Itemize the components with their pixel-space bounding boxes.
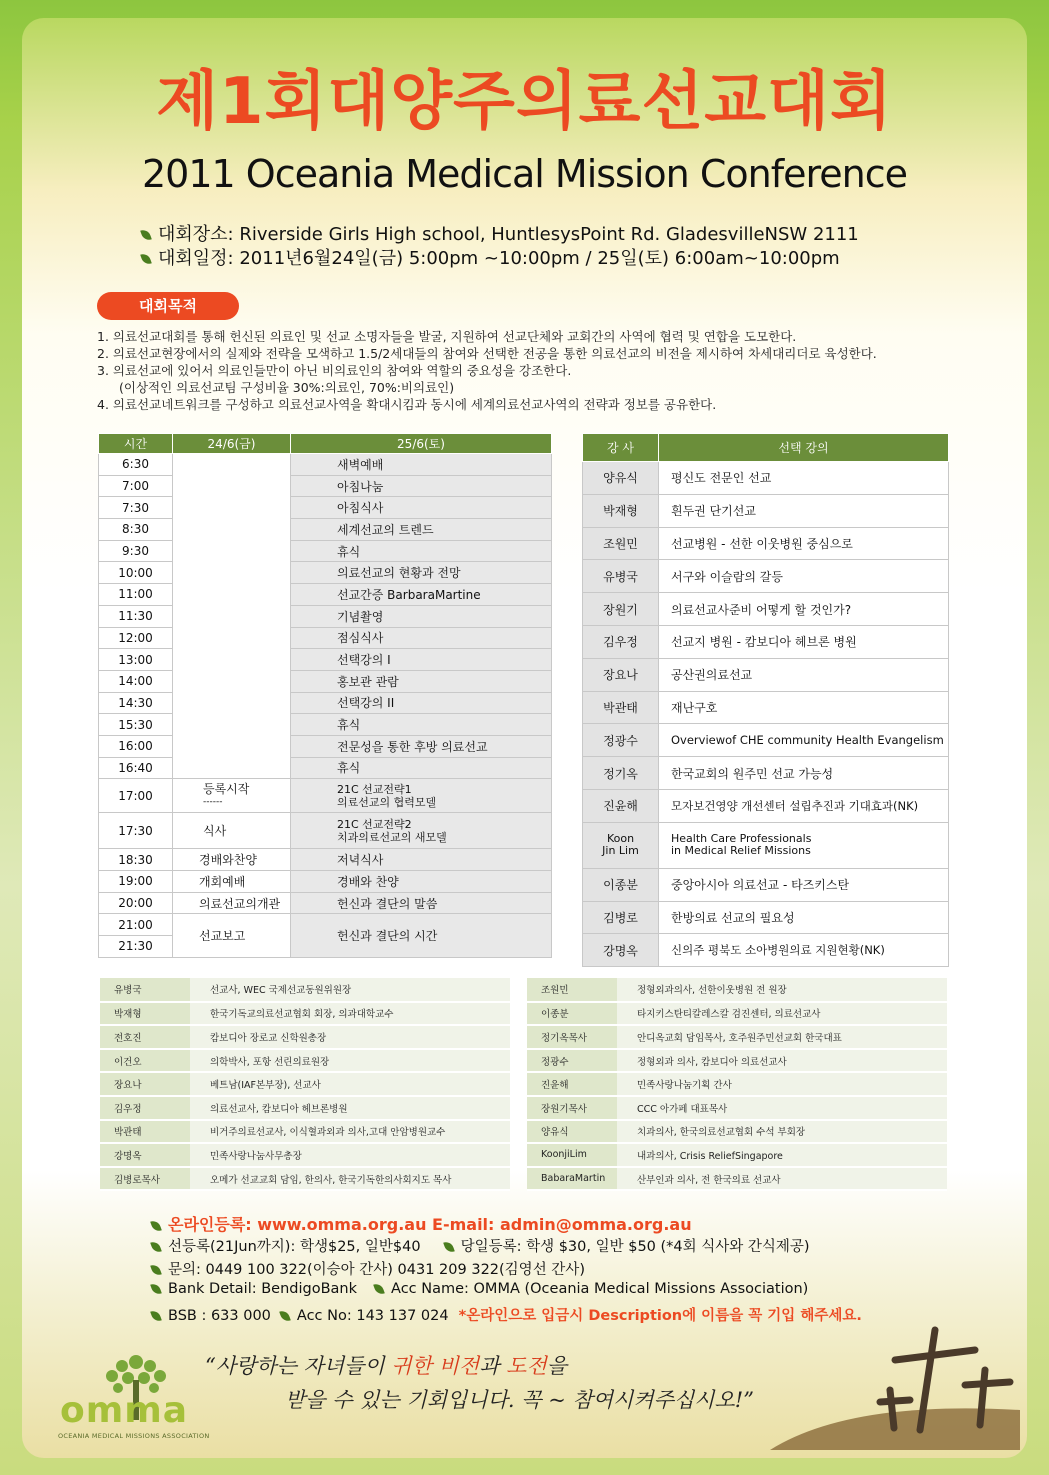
lecture-header-speaker: 강 사	[583, 434, 659, 462]
purpose-item: 1. 의료선교대회를 통해 헌신된 의료인 및 선교 소명자들을 발굴, 지원하여 선교단체와 교회간의 사역에 협력 및 연합을 도모한다.	[97, 329, 797, 344]
table-row: 16:40 휴식	[99, 757, 552, 779]
payment-note: *온라인으로 입금시 Description에 이름을 꼭 기입 해주세요.	[458, 1308, 862, 1324]
list-item: 강명옥 민족사랑나눔사무총장	[100, 1143, 510, 1167]
table-row: 17:30 식사 21C 선교전략2 치과의료선교의 새모델	[99, 813, 552, 849]
list-item: 장원기목사 CCC 아가페 대표목사	[527, 1096, 947, 1120]
purpose-list	[97, 328, 877, 413]
list-item: 박재형 한국기독교의료선교협회 회장, 의과대학교수	[100, 1002, 510, 1026]
leaf-icon	[150, 1240, 162, 1254]
table-row: 15:30 휴식	[99, 714, 552, 736]
table-row: 김우정 선교지 병원 - 캄보디아 헤브론 병원	[583, 625, 949, 658]
table-row: 10:00 의료선교의 현황과 전망	[99, 562, 552, 584]
schedule-header-fri: 24/6(금)	[173, 434, 291, 454]
list-item: 정기옥목사 안디옥교회 담임목사, 호주원주민선교회 한국대표	[527, 1025, 947, 1049]
list-item: 양유식 치과의사, 한국의료선교협회 수석 부회장	[527, 1120, 947, 1144]
table-row: 7:30 아침식사	[99, 497, 552, 519]
contact-line: 문의: 0449 100 322(이승아 간사) 0431 209 322(김영선 간사)	[152, 1258, 585, 1279]
leaf-icon	[150, 1263, 162, 1277]
list-item: 이건오 의학박사, 포항 선린의료원장	[100, 1049, 510, 1073]
table-row: 정광수 Overviewof CHE community Health Evangelism	[583, 724, 949, 757]
title-english: 2011 Oceania Medical Mission Conference	[142, 152, 907, 196]
table-row: 장원기 의료선교사준비 어떻게 할 것인가?	[583, 593, 949, 626]
table-row: 21:00 선교보고 헌신과 결단의 시간	[99, 914, 552, 936]
table-row: 11:30 기념촬영	[99, 605, 552, 627]
purpose-item: (이상적인 의료선교팀 구성비율 30%:의료인, 70%:비의료인)	[119, 380, 455, 395]
fee-line: 선등록(21Jun까지): 학생$25, 일반$40 당일등록: 학생 $30, 일반 $50 (*4회 식사와 간식제공)	[152, 1235, 810, 1256]
list-item: 장요나 베트남(IAF본부장), 선교사	[100, 1072, 510, 1096]
list-item: 조원민 정형외과의사, 선한이웃병원 전 원장	[527, 978, 947, 1002]
lecture-header-topic: 선택 강의	[659, 434, 949, 462]
schedule-header-sat: 25/6(토)	[291, 434, 552, 454]
schedule-table	[98, 433, 552, 958]
leaf-icon	[279, 1309, 291, 1323]
purpose-item: 2. 의료선교현장에서의 실제와 전략을 모색하고 1.5/2세대들의 참여와 선택한 전공을 통한 의료선교의 비전을 제시하여 차세대리더로 육성한다.	[97, 346, 877, 361]
title-korean: 제1회대양주의료선교대회	[156, 65, 893, 139]
table-row: 7:00 아침나눔	[99, 475, 552, 497]
omma-logo-subtitle: OCEANIA MEDICAL MISSIONS ASSOCIATION	[58, 1432, 210, 1440]
table-row: 유병국 서구와 이슬람의 갈등	[583, 560, 949, 593]
list-item: 정광수 정형외과 의사, 캄보디아 의료선교사	[527, 1049, 947, 1073]
table-row: 박재형 흰두권 단기선교	[583, 494, 949, 527]
purpose-item: 4. 의료선교네트워크를 구성하고 의료선교사역을 확대시킴과 동시에 세계의료선교사역의 전략과 정보를 공유한다.	[97, 397, 717, 412]
table-row: 정기옥 한국교회의 원주민 선교 가능성	[583, 757, 949, 790]
table-row: 8:30 세계선교의 트렌드	[99, 519, 552, 541]
list-item: 전호진 캄보디아 장로교 신학원총장	[100, 1025, 510, 1049]
table-row: Koon Jin Lim Health Care Professionals in Medical Relief Missions	[583, 822, 949, 868]
leaf-icon	[150, 1218, 162, 1232]
table-row: 박관태 재난구호	[583, 691, 949, 724]
leaf-icon	[150, 1309, 162, 1323]
table-row: 이종분 중앙아시아 의료선교 - 타즈키스탄	[583, 868, 949, 901]
schedule-header-time: 시간	[99, 434, 173, 454]
table-row: 16:00 전문성을 통한 후방 의료선교	[99, 735, 552, 757]
list-item: 유병국 선교사, WEC 국제선교동원위원장	[100, 978, 510, 1002]
table-row: 14:30 선택강의 II	[99, 692, 552, 714]
crosses-hill-icon	[770, 1310, 1020, 1450]
list-item: KoonjiLim 내과의사, Crisis ReliefSingapore	[527, 1143, 947, 1167]
table-row: 강명옥 신의주 평북도 소아병원의료 지원현황(NK)	[583, 934, 949, 967]
table-row: 진윤해 모자보건영양 개선센터 설립추진과 기대효과(NK)	[583, 789, 949, 822]
table-row: 21:30	[99, 936, 552, 958]
table-row: 17:00 등록시작 ------ 21C 선교전략1 의료선교의 협력모델	[99, 779, 552, 813]
leaf-icon	[140, 252, 152, 266]
speaker-list-left	[100, 978, 510, 1191]
dates-text: 대회일정: 2011년6월24일(금) 5:00pm ~10:00pm / 25일(토) 6:00am~10:00pm	[158, 248, 840, 269]
table-row: 13:00 선택강의 I	[99, 649, 552, 671]
account-line: BSB : 633 000 Acc No: 143 137 024 *온라인으로 입금시 Description에 이름을 꼭 기입 해주세요.	[152, 1304, 862, 1325]
table-row: 14:00 홍보관 관람	[99, 670, 552, 692]
table-row: 양유식 평신도 전문인 선교	[583, 462, 949, 495]
purpose-label: 대회목적	[97, 292, 239, 320]
table-row: 11:00 선교간증 BarbaraMartine	[99, 584, 552, 606]
leaf-icon	[150, 1282, 162, 1296]
table-row: 9:30 휴식	[99, 540, 552, 562]
list-item: 이종분 타지키스탄티칼레스칼 검진센터, 의료선교사	[527, 1002, 947, 1026]
quote-line-2: 받을 수 있는 기회입니다. 꼭 ~ 참여시켜주십시오!”	[285, 1388, 754, 1412]
purpose-item: 3. 의료선교에 있어서 의료인들만이 아닌 비의료인의 참여와 역할의 중요성을 강조한다.	[97, 363, 572, 378]
list-item: 김병로목사 오메가 선교교회 담임, 한의사, 한국기독한의사회지도 목사	[100, 1167, 510, 1191]
speaker-list-right	[527, 978, 947, 1191]
list-item: BabaraMartin 산부인과 의사, 전 한국의료 선교사	[527, 1167, 947, 1191]
bank-line: Bank Detail: BendigoBank Acc Name: OMMA (Oceania Medical Missions Association)	[152, 1281, 808, 1297]
omma-logo: omma	[60, 1390, 189, 1431]
table-row: 6:30 새벽예배	[99, 454, 552, 476]
lecture-table	[582, 433, 949, 967]
table-row: 12:00 점심식사	[99, 627, 552, 649]
list-item: 김우정 의료선교사, 캄보디아 헤브론병원	[100, 1096, 510, 1120]
table-row: 김병로 한방의료 선교의 필요성	[583, 901, 949, 934]
list-item: 진윤해 민족사랑나눔기획 간사	[527, 1072, 947, 1096]
fri-empty-cell	[173, 454, 291, 779]
leaf-icon	[443, 1240, 455, 1254]
table-row: 조원민 선교병원 - 선한 이웃병원 중심으로	[583, 527, 949, 560]
venue-text: 대회장소: Riverside Girls High school, HuntlesysPoint Rd. GladesvilleNSW 2111	[158, 224, 859, 245]
quote-line-1: “사랑하는 자녀들이 귀한 비전과 도전을	[205, 1354, 568, 1378]
table-row: 18:30 경배와찬양 저녁식사	[99, 849, 552, 871]
list-item: 박관태 비거주의료선교사, 이식혈과외과 의사,고대 안암병원교수	[100, 1120, 510, 1144]
leaf-icon	[373, 1282, 385, 1296]
table-row: 20:00 의료선교의개관 헌신과 결단의 말씀	[99, 892, 552, 914]
online-registration: 온라인등록: www.omma.org.au E-mail: admin@omma.org.au	[152, 1212, 692, 1235]
leaf-icon	[140, 228, 152, 242]
table-row: 19:00 개회예배 경배와 찬양	[99, 871, 552, 893]
dates-line	[142, 244, 840, 270]
venue-line	[142, 220, 859, 246]
table-row: 장요나 공산권의료선교	[583, 658, 949, 691]
